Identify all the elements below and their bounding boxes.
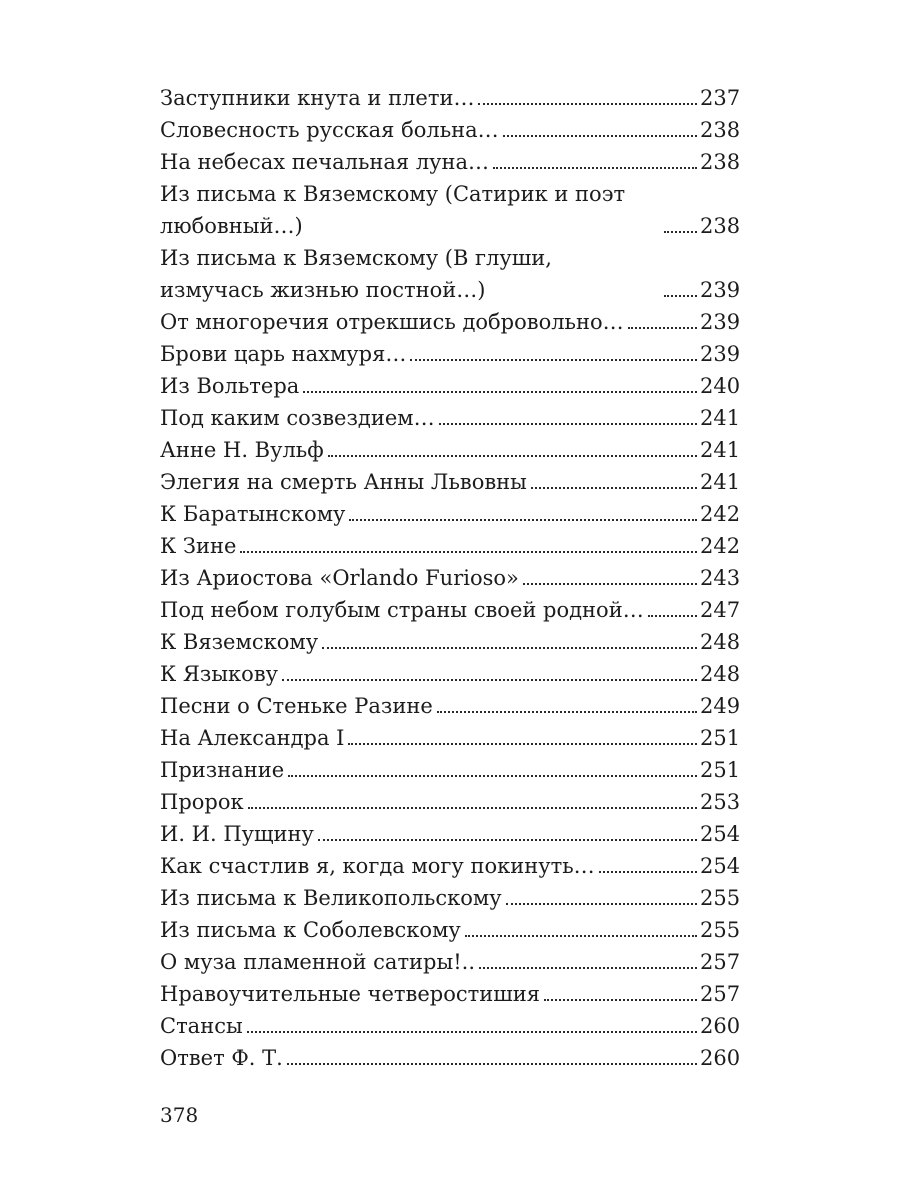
toc-entry-page: 239 xyxy=(700,278,741,302)
dot-leader xyxy=(599,871,697,873)
toc-entry xyxy=(160,402,740,434)
toc-entry-title: На небесах печальная луна… xyxy=(160,150,490,174)
toc-entry-title: Из письма к Вяземскому (В глуши, измучась жизнью постной…) xyxy=(160,246,552,302)
toc-entry-page: 237 xyxy=(700,86,741,110)
toc-entry-page: 238 xyxy=(700,118,741,142)
toc-entry-title: Из Вольтера xyxy=(160,374,300,398)
toc-entry-title: Элегия на смерть Анны Львовны xyxy=(160,470,527,494)
toc-entry-page: 260 xyxy=(700,1046,741,1070)
toc-entry-title: Из письма к Вяземскому (Сатирик и поэт любовный…) xyxy=(160,182,626,238)
toc-entry-title: От многоречия отрекшись добровольно… xyxy=(160,310,624,334)
toc-entry-title: Под каким созвездием… xyxy=(160,406,435,430)
dot-leader xyxy=(439,423,697,425)
toc-entry xyxy=(160,690,740,722)
toc-entry-page: 251 xyxy=(700,758,741,782)
toc-entry-title: К Баратынскому xyxy=(160,502,346,526)
toc-entry xyxy=(160,978,740,1010)
dot-leader xyxy=(303,391,697,393)
toc-entry xyxy=(160,1042,740,1074)
toc-entry xyxy=(160,178,740,242)
toc-entry-page: 241 xyxy=(700,438,741,462)
toc-entry xyxy=(160,562,740,594)
toc-entry-page: 254 xyxy=(700,822,741,846)
toc-entry xyxy=(160,850,740,882)
toc-entry-title: На Александра I xyxy=(160,726,345,750)
toc-entry xyxy=(160,594,740,626)
toc-entry-page: 247 xyxy=(700,598,741,622)
dot-leader xyxy=(348,743,697,745)
toc-entry-title: Заступники кнута и плети… xyxy=(160,86,475,110)
dot-leader xyxy=(247,1031,697,1033)
toc-entry-title: Нравоучительные четверостишия xyxy=(160,982,541,1006)
toc-entry xyxy=(160,946,740,978)
dot-leader xyxy=(288,775,697,777)
dot-leader xyxy=(410,359,697,361)
toc-entry-title: Из Ариостова «Orlando Furioso» xyxy=(160,566,519,590)
dot-leader xyxy=(318,839,697,841)
toc-entry-title: Как счастлив я, когда могу покинуть… xyxy=(160,854,595,878)
dot-leader xyxy=(322,647,697,649)
dot-leader xyxy=(648,615,697,617)
toc-entry xyxy=(160,658,740,690)
toc-entry-title: Ответ Ф. Т. xyxy=(160,1046,283,1070)
dot-leader xyxy=(664,295,697,297)
dot-leader xyxy=(240,551,697,553)
toc-entry-title: Признание xyxy=(160,758,285,782)
toc-entry xyxy=(160,818,740,850)
toc-entry xyxy=(160,882,740,914)
toc-entry-title: К Зине xyxy=(160,534,237,558)
toc-entry-page: 255 xyxy=(700,918,741,942)
toc-entry-page: 242 xyxy=(700,534,741,558)
dot-leader xyxy=(523,583,697,585)
toc-entry-page: 238 xyxy=(700,214,741,238)
toc-entry-title: И. И. Пущину xyxy=(160,822,314,846)
toc-entry-title: К Языкову xyxy=(160,662,279,686)
toc-entry-page: 248 xyxy=(700,662,741,686)
dot-leader xyxy=(506,903,697,905)
toc-entry-page: 257 xyxy=(700,950,741,974)
toc-entry-page: 242 xyxy=(700,502,741,526)
toc-entry xyxy=(160,786,740,818)
dot-leader xyxy=(628,327,697,329)
dot-leader xyxy=(544,999,697,1001)
dot-leader xyxy=(248,807,697,809)
toc-entry-title: Брови царь нахмуря… xyxy=(160,342,407,366)
dot-leader xyxy=(465,935,697,937)
dot-leader xyxy=(531,487,697,489)
dot-leader xyxy=(493,167,697,169)
toc-entry xyxy=(160,114,740,146)
toc-entry-page: 248 xyxy=(700,630,741,654)
toc-entry xyxy=(160,722,740,754)
toc-entry xyxy=(160,466,740,498)
toc-entry-title: Пророк xyxy=(160,790,244,814)
toc-entry xyxy=(160,914,740,946)
dot-leader xyxy=(479,967,697,969)
dot-leader xyxy=(437,711,697,713)
toc-entry xyxy=(160,338,740,370)
toc-entry-title: Из письма к Соболевскому xyxy=(160,918,461,942)
toc-entry-page: 249 xyxy=(700,694,741,718)
dot-leader xyxy=(349,519,697,521)
toc-entry xyxy=(160,82,740,114)
toc-entry xyxy=(160,434,740,466)
toc-entry-title: Анне Н. Вульф xyxy=(160,438,324,462)
toc-entry-page: 241 xyxy=(700,406,741,430)
dot-leader xyxy=(664,231,697,233)
table-of-contents xyxy=(160,82,740,1074)
toc-entry xyxy=(160,626,740,658)
toc-entry-page: 239 xyxy=(700,342,741,366)
toc-entry-page: 238 xyxy=(700,150,741,174)
toc-entry-page: 243 xyxy=(700,566,741,590)
toc-entry-page: 240 xyxy=(700,374,741,398)
toc-entry xyxy=(160,306,740,338)
dot-leader xyxy=(503,135,697,137)
toc-entry-title: Под небом голубым страны своей родной… xyxy=(160,598,644,622)
toc-entry-title: Словесность русская больна… xyxy=(160,118,499,142)
toc-entry-title: Песни о Стеньке Разине xyxy=(160,694,433,718)
toc-entry-page: 239 xyxy=(700,310,741,334)
toc-entry-title: К Вяземскому xyxy=(160,630,319,654)
toc-entry-page: 241 xyxy=(700,470,741,494)
toc-entry-title: Из письма к Великопольскому xyxy=(160,886,502,910)
dot-leader xyxy=(328,455,697,457)
dot-leader xyxy=(282,679,697,681)
toc-entry-page: 251 xyxy=(700,726,741,750)
toc-entry-page: 253 xyxy=(700,790,741,814)
toc-entry xyxy=(160,1010,740,1042)
page-number: 378 xyxy=(160,1103,199,1127)
toc-entry xyxy=(160,370,740,402)
toc-entry-title: Стансы xyxy=(160,1014,243,1038)
toc-entry-page: 255 xyxy=(700,886,741,910)
toc-entry xyxy=(160,242,740,306)
toc-entry-title: О муза пламенной сатиры!.. xyxy=(160,950,475,974)
toc-entry-page: 260 xyxy=(700,1014,741,1038)
toc-entry xyxy=(160,754,740,786)
dot-leader xyxy=(478,103,697,105)
toc-entry xyxy=(160,498,740,530)
toc-entry xyxy=(160,530,740,562)
toc-entry xyxy=(160,146,740,178)
dot-leader xyxy=(287,1063,697,1065)
toc-entry-page: 254 xyxy=(700,854,741,878)
toc-entry-page: 257 xyxy=(700,982,741,1006)
